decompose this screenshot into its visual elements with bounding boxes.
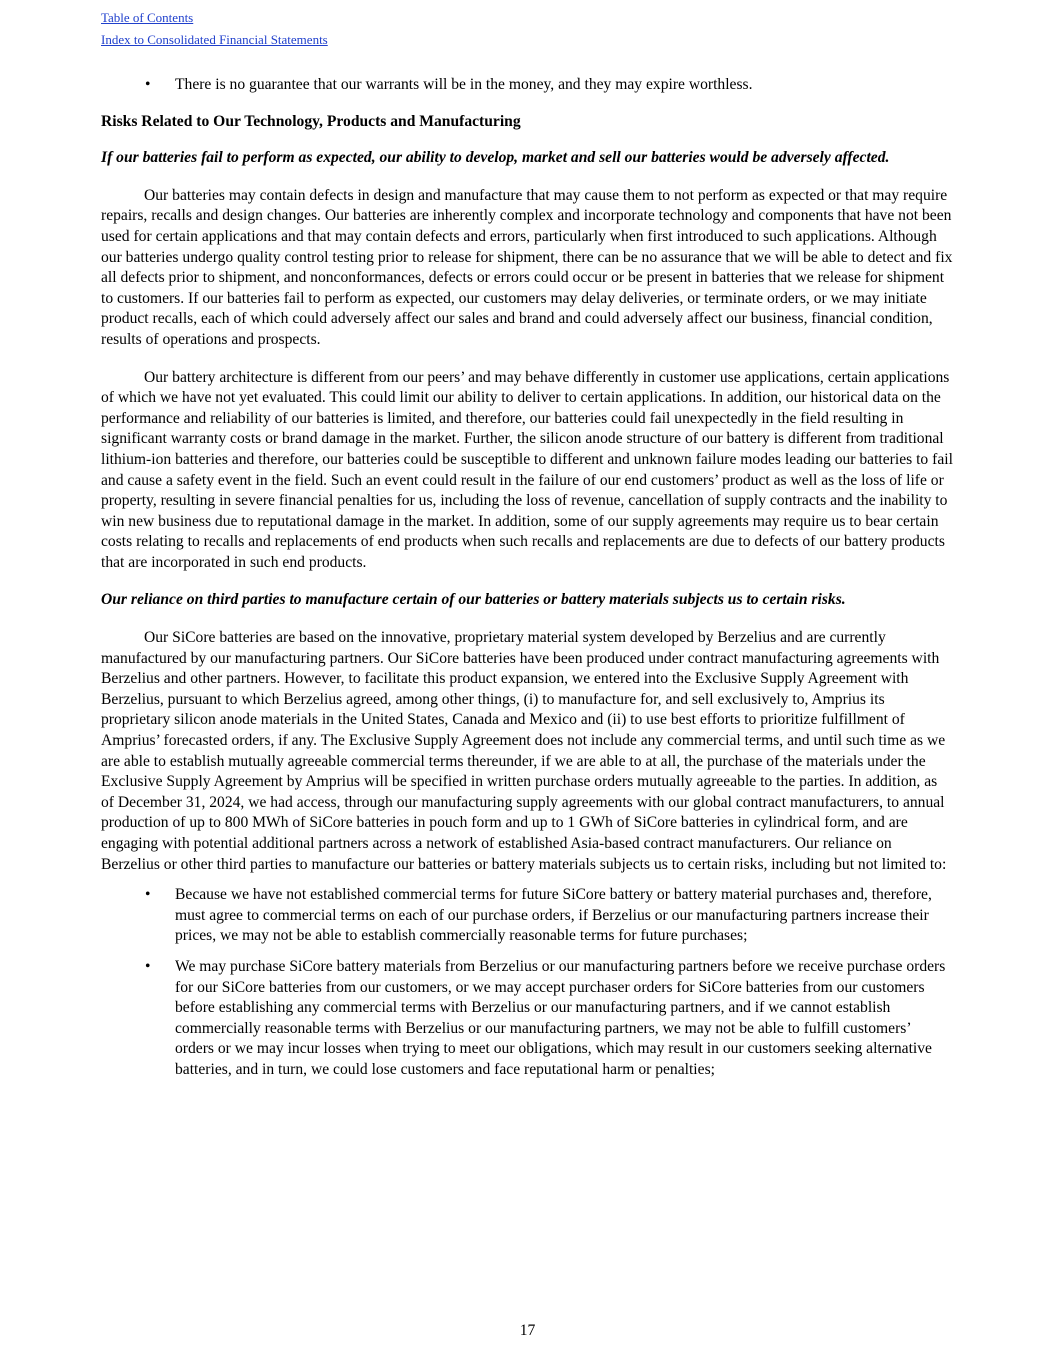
bullet-marker: • [145,886,151,904]
list-item [101,885,953,947]
table-of-contents-link[interactable]: Table of Contents [101,10,194,25]
bullet-text: There is no guarantee that our warrants will be in the money, and they may expire worthless. [175,76,753,93]
document-body [101,75,953,1081]
list-item [101,957,953,1081]
nav-links [101,0,953,51]
risk-factor-heading: Our reliance on third parties to manufacture certain of our batteries or battery materials subjects us to certain risks. [101,591,846,609]
risk-factor-heading: If our batteries fail to perform as expected, our ability to develop, market and sell our batteries would be adversely affected. [101,149,890,167]
paragraph: Our SiCore batteries are based on the innovative, proprietary material system developed by Berzelius and are currently manufactured by our manufacturing partners. Our SiCore batteries have been produced under contract manufacturing agreements with Berzelius and other partners. However, to facilitate this product expansion, we entered into the Exclusive Supply Agreement with Berzelius, pursuant to which Berzelius agreed, among other things, (i) to manufacture for, and sell exclusively to, Amprius its proprietary silicon anode materials in the United States, Canada and Mexico and (ii) to use best efforts to prioritize fulfillment of Amprius’ forecasted orders, if any. The Exclusive Supply Agreement does not include any commercial terms, and until such time as we are able to establish mutually agreeable commercial terms thereunder, if we are able to at all, the purchase of the materials under the Exclusive Supply Agreement by Amprius will be specified in written purchase orders mutually agreeable to the parties. In addition, as of December 31, 2024, we had access, through our manufacturing supply agreements with our global contract manufacturers, to annual production of up to 800 MWh of SiCore batteries in pouch form and up to 1 GWh of SiCore batteries in cylindrical form, and are engaging with potential additional partners across a network of established Asia-based contract manufacturers. Our reliance on Berzelius or other third parties to manufacture our batteries or battery materials subjects us to certain risks, including but not limited to: [101,629,947,873]
bullet-marker: • [145,76,151,93]
bullet-text: Because we have not established commercial terms for future SiCore battery or battery material purchases and, therefore, must agree to commercial terms on each of our purchase orders, if Berzelius or our manufacturing partners increase their prices, we may not be able to establish commercially reasonable terms for future purchases; [175,886,932,945]
paragraph: Our batteries may contain defects in design and manufacture that may cause them to not perform as expected or that may require repairs, recalls and design changes. Our batteries are inherently complex and incorporate technology and components that have not been used for certain applications and that may contain defects and errors, particularly when first introduced to such applications. Although our batteries undergo quality control testing prior to release for shipment, there can be no assurance that we will be able to detect and fix all defects prior to shipment, and nonconformances, defects or errors could occur or be present in batteries that we release for shipment to customers. If our batteries fail to perform as expected, our customers may delay deliveries, or terminate orders, or we may initiate product recalls, each of which could adversely affect our sales and brand and could adversely affect our business, financial condition, results of operations and prospects. [101,186,953,348]
list-item [101,75,953,96]
index-financial-statements-link[interactable]: Index to Consolidated Financial Statements [101,32,328,47]
document-page [101,0,953,1091]
bullet-text: We may purchase SiCore battery materials from Berzelius or our manufacturing partners before we receive purchase orders for our SiCore batteries from our customers, or we may accept purchaser orders for SiCore batteries from our customers before establishing any commercial terms with Berzelius or our manufacturing partners, and if we cannot establish commercially reasonable terms with Berzelius or our manufacturing partners, we may not be able to fulfill customers’ orders or we may incur losses when trying to meet our obligations, which may result in our customers seeking alternative batteries, and in turn, we could lose customers and face reputational harm or penalties; [175,957,946,1078]
bullet-marker: • [145,957,151,975]
section-heading: Risks Related to Our Technology, Products and Manufacturing [101,112,521,130]
paragraph: Our battery architecture is different from our peers’ and may behave differently in customer use applications, certain applications of which we have not yet evaluated. This could limit our ability to deliver to certain applications. In addition, our historical data on the performance and reliability of our batteries is limited, and therefore, our batteries could fail unexpectedly in the field resulting in significant warranty costs or brand damage in the market. Further, the silicon anode structure of our battery is different from traditional lithium-ion batteries and therefore, our batteries could be susceptible to different and unknown failure modes leading our batteries to fail and cause a safety event in the field. Such an event could result in the failure of our end customers’ product as well as the loss of life or property, resulting in severe financial penalties for us, including the loss of revenue, cancellation of supply contracts and the inability to win new business due to reputational damage in the market. In addition, some of our supply agreements may require us to bear certain costs relating to recalls and replacements of end products when such recalls and replacements are due to defects of our battery products that are incorporated in such end products. [101,368,953,571]
page-number: 17 [519,1322,536,1339]
